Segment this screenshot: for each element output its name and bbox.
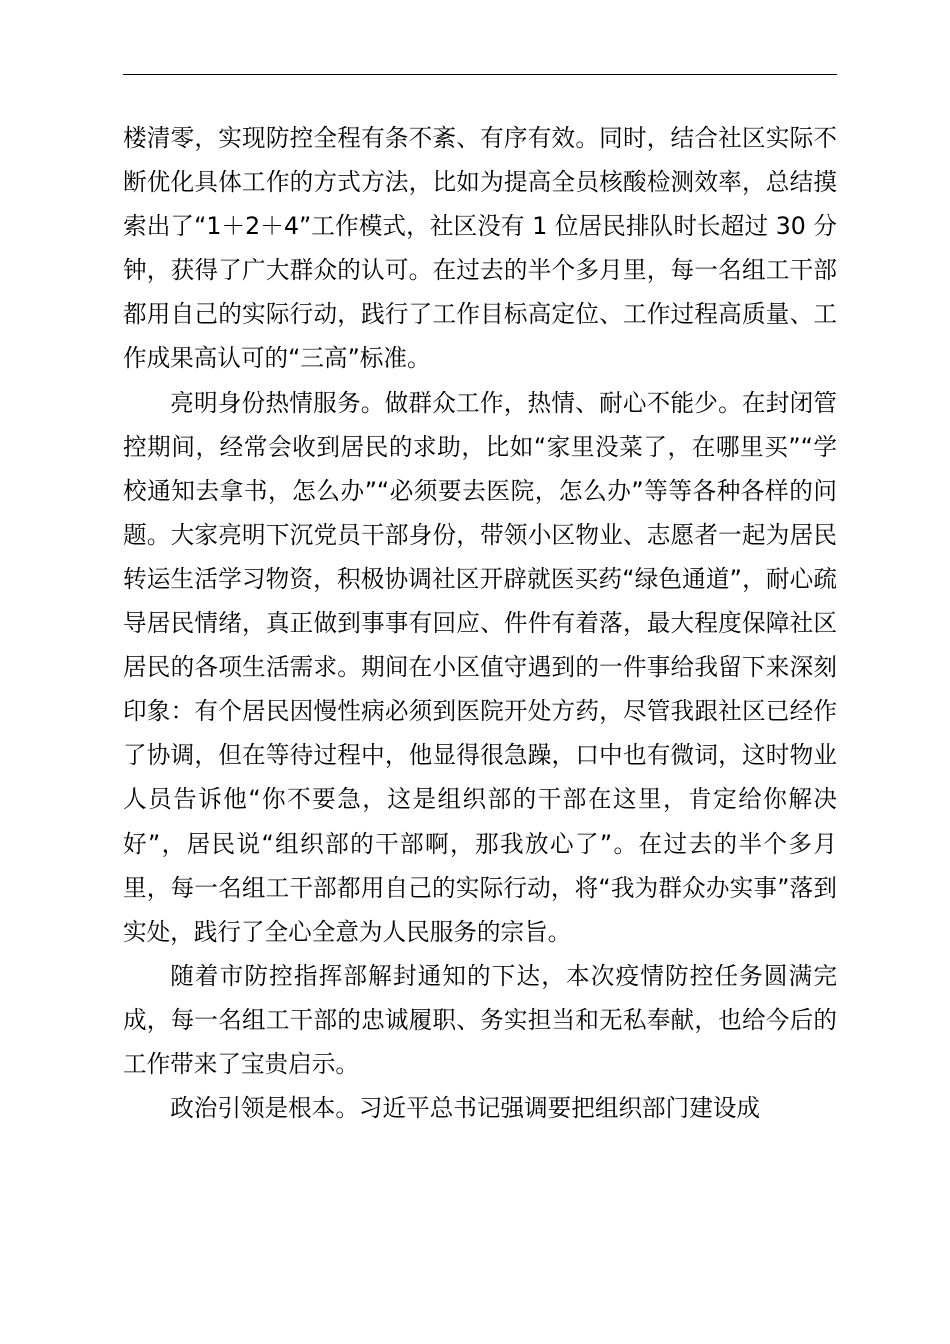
paragraph-2: 亮明身份热情服务。做群众工作，热情、耐心不能少。在封闭管控期间，经常会收到居民的求助，比如“家里没菜了，在哪里买”“学校通知去拿书，怎么办”“必须要去医院，怎么办”等等各种各样的问题。大家亮明下沉党员干部身份，带领小区物业、志愿者一起为居民转运生活学习物资，积极协调社区开辟就医买药“绿色通道”，耐心疏导居民情绪，真正做到事事有回应、件件有着落，最大程度保障社区居民的各项生活需求。期间在小区值守遇到的一件事给我留下来深刻印象：有个居民因慢性病必须到医院开处方药，尽管我跟社区已经作了协调，但在等待过程中，他显得很急躁，口中也有微词，这时物业人员告诉他“你不要急，这是组织部的干部在这里，肯定给你解决好”，居民说“组织部的干部啊，那我放心了”。在过去的半个多月里，每一名组工干部都用自己的实际行动，将“我为群众办实事”落到实处，践行了全心全意为人民服务的宗旨。 <box>123 388 837 946</box>
paragraph-3: 随着市防控指挥部解封通知的下达，本次疫情防控任务圆满完成，每一名组工干部的忠诚履职、务实担当和无私奉献，也给今后的工作带来了宝贵启示。 <box>123 961 837 1078</box>
document-body <box>123 116 837 1130</box>
paragraph-4: 政治引领是根本。习近平总书记强调要把组织部门建设成 <box>170 1094 761 1123</box>
header-divider <box>123 74 837 75</box>
paragraph-1: 楼清零，实现防控全程有条不紊、有序有效。同时，结合社区实际不断优化具体工作的方式方法，比如为提高全员核酸检测效率，总结摸索出了“1＋2＋4”工作模式，社区没有 1 位居民排队时长超过 30 分钟，获得了广大群众的认可。在过去的半个多月里，每一名组工干部都用自己的实际行动，践行了工作目标高定位、工作过程高质量、工作成果高认可的“三高”标准。 <box>123 124 837 373</box>
